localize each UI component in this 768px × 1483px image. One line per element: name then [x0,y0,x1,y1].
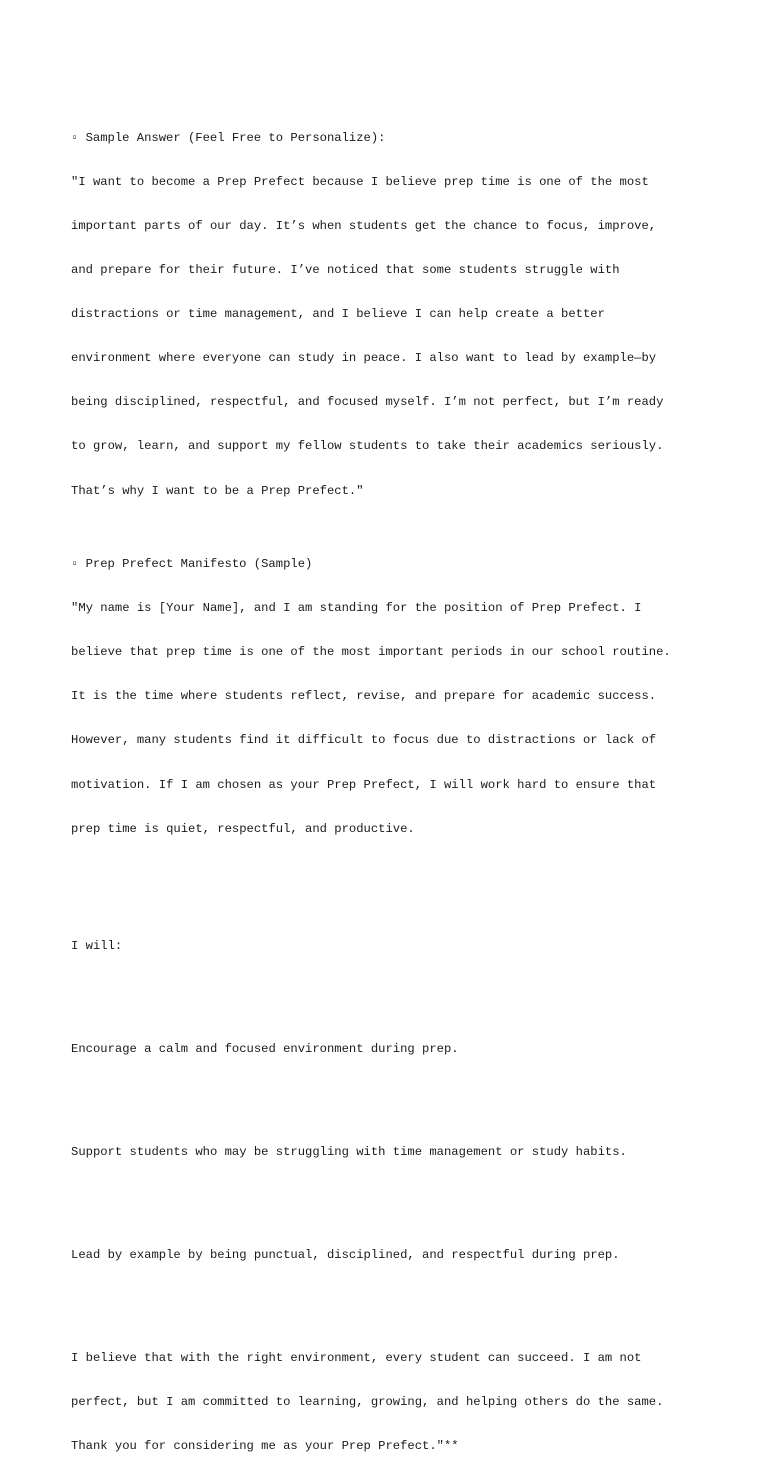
paragraph-line: prep time is quiet, respectful, and productive. [71,821,415,836]
blank-line [71,1204,711,1219]
paragraph-line: "I want to become a Prep Prefect because I believe prep time is one of the most [71,174,649,189]
section-heading-sample-answer [71,131,711,146]
paragraph-line: environment where everyone can study in peace. I also want to lead by example—by [71,351,657,366]
closing-line: Thank you for considering me as your Prep Prefect."** [71,1438,459,1453]
paragraph-line: important parts of our day. It’s when students get the chance to focus, improve, [71,219,657,233]
section-heading-text: Sample Answer (Feel Free to Personalize): [85,130,386,145]
blank-line [71,998,711,1013]
paragraph-line: However, many students find it difficult to focus due to distractions or lack of [71,733,657,748]
section-heading-text: Prep Prefect Manifesto (Sample) [85,557,313,572]
paragraph-line: to grow, learn, and support my fellow students to take their academics seriously. [71,439,664,454]
paragraph-line: It is the time where students reflect, revise, and prepare for academic success. [71,689,657,704]
paragraph-line: "My name is [Your Name], and I am standing for the position of Prep Prefect. I [71,601,642,616]
section-heading-manifesto [71,557,711,572]
will-item: Support students who may be struggling with time management or study habits. [71,1145,627,1159]
blank-line [71,1307,711,1322]
will-item: Encourage a calm and focused environment during prep. [71,1042,459,1057]
document-body [71,72,711,1483]
square-bullet-icon: ▫ [71,130,79,145]
blank-line [71,1101,711,1116]
paragraph-line: believe that prep time is one of the most important periods in our school routine. [71,645,671,660]
paragraph-line: being disciplined, respectful, and focused myself. I’m not perfect, but I’m ready [71,395,664,410]
paragraph-line: motivation. If I am chosen as your Prep Prefect, I will work hard to ensure that [71,777,657,792]
paragraph-line: distractions or time management, and I believe I can help create a better [71,307,605,322]
blank-line [71,880,711,895]
will-item: Lead by example by being punctual, disciplined, and respectful during prep. [71,1247,620,1262]
paragraph-line: and prepare for their future. I’ve noticed that some students struggle with [71,263,620,278]
paragraph-line: That’s why I want to be a Prep Prefect." [71,483,364,498]
will-intro: I will: [71,939,123,954]
closing-line: I believe that with the right environment, every student can succeed. I am not [71,1350,642,1365]
square-bullet-icon: ▫ [71,557,79,572]
closing-line: perfect, but I am committed to learning, growing, and helping others do the same. [71,1394,664,1409]
